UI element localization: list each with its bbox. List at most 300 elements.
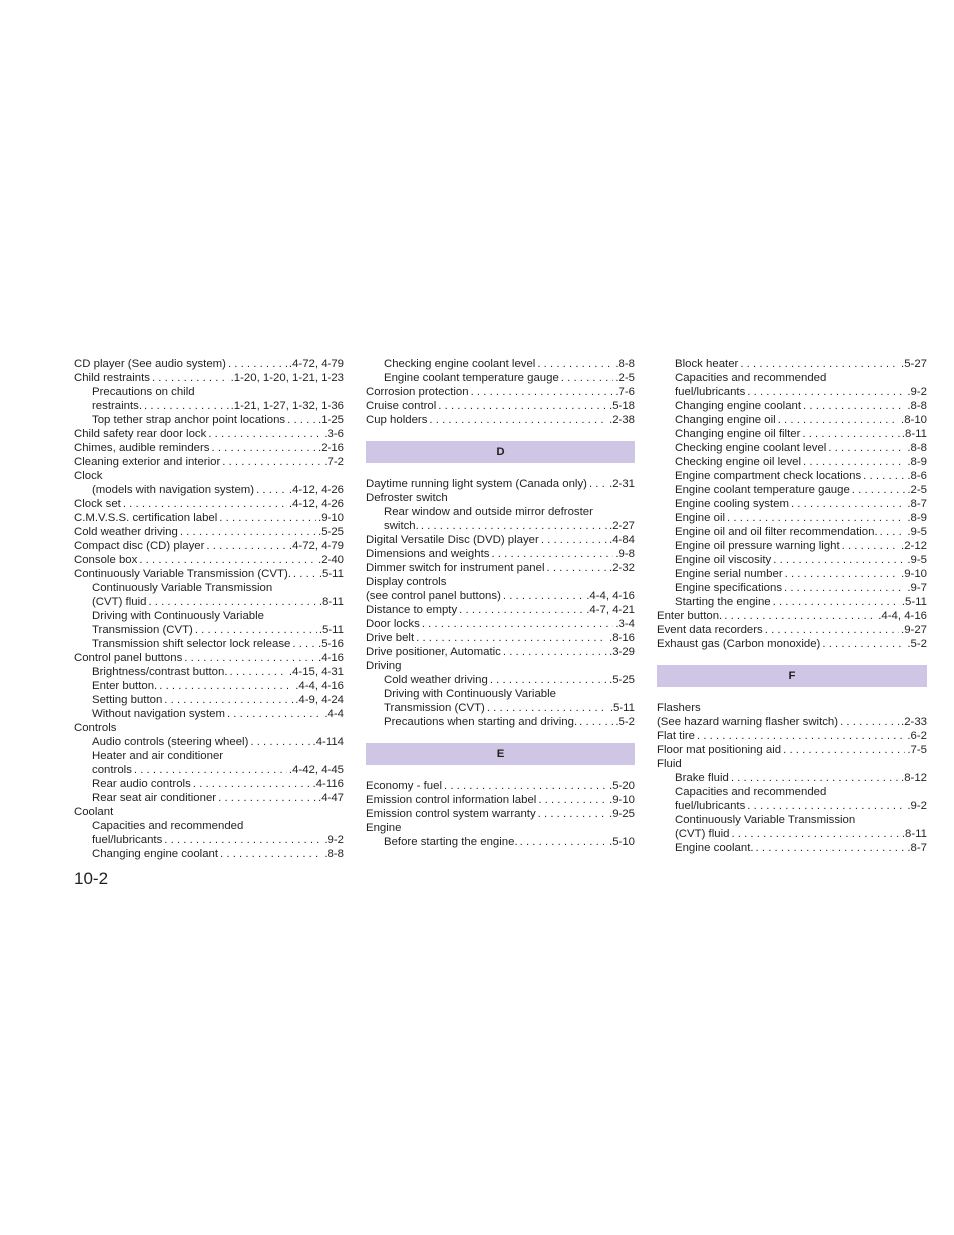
- entry-text: Changing engine coolant: [92, 848, 219, 860]
- dot-leader: [789, 497, 905, 511]
- dot-leader: [254, 483, 287, 497]
- index-entry: [657, 511, 927, 525]
- dot-leader: [285, 413, 316, 427]
- dot-leader: [414, 631, 607, 645]
- dot-leader: [204, 539, 287, 553]
- entry-text: (see control panel buttons): [366, 590, 501, 602]
- index-entry: [657, 567, 927, 581]
- entry-pages: .4-47: [318, 792, 344, 804]
- index-entry: [657, 785, 927, 799]
- index-entry: [657, 595, 927, 609]
- dot-leader: [228, 665, 287, 679]
- index-entry: [74, 791, 344, 805]
- index-entry: [657, 469, 927, 483]
- index-entry: [366, 491, 635, 505]
- entry-text: controls: [92, 764, 132, 776]
- dot-leader: [800, 427, 899, 441]
- dot-leader: [695, 729, 905, 743]
- index-entry: [657, 841, 927, 855]
- index-entry: [366, 399, 635, 413]
- entry-pages: .8-12: [901, 772, 927, 784]
- index-entry: [657, 729, 927, 743]
- index-entry: [657, 701, 927, 715]
- index-entry: [74, 777, 344, 791]
- entry-text: Child safety rear door lock: [74, 428, 207, 440]
- dot-leader: [729, 771, 899, 785]
- entry-text: Dimmer switch for instrument panel: [366, 562, 545, 574]
- entry-pages: .2-38: [609, 414, 635, 426]
- index-entry: [657, 771, 927, 785]
- entry-pages: .4-4, 4-16: [295, 680, 344, 692]
- entry-pages: .4-9, 4-24: [295, 694, 344, 706]
- entry-text: Flat tire: [657, 730, 695, 742]
- dot-leader: [535, 357, 613, 371]
- entry-text: Block heater: [675, 358, 739, 370]
- entry-text: Transmission shift selector lock release: [92, 638, 291, 650]
- dot-leader: [420, 617, 614, 631]
- entry-text: Compact disc (CD) player: [74, 540, 205, 552]
- entry-text: Without navigation system: [92, 708, 225, 720]
- index-entry: [74, 833, 344, 847]
- entry-pages: .5-10: [609, 836, 635, 848]
- entry-text: Continuously Variable Transmission: [675, 814, 856, 826]
- index-entry: [74, 721, 344, 735]
- dot-leader: [771, 553, 905, 567]
- entry-pages: .5-11: [901, 596, 927, 608]
- index-entry: [74, 455, 344, 469]
- index-entry: [657, 553, 927, 567]
- entry-pages: .6-2: [907, 730, 927, 742]
- index-entry: [366, 357, 635, 371]
- index-entry: [366, 779, 635, 793]
- entry-pages: .4-12, 4-26: [288, 498, 344, 510]
- index-entry: [74, 371, 344, 385]
- entry-pages: .8-11: [318, 596, 344, 608]
- entry-pages: .9-5: [907, 526, 927, 538]
- entry-text: Driving: [366, 660, 402, 672]
- entry-text: Transmission (CVT): [92, 624, 193, 636]
- dot-leader: [536, 793, 607, 807]
- index-entry: [366, 793, 635, 807]
- entry-pages: .5-16: [318, 638, 344, 650]
- index-entry: [366, 835, 635, 849]
- entry-text: Driving with Continuously Variable: [92, 610, 264, 622]
- dot-leader: [182, 651, 316, 665]
- entry-pages: .4-42, 4-45: [288, 764, 344, 776]
- section-header: D: [366, 441, 635, 463]
- entry-pages: .9-8: [615, 548, 635, 560]
- index-entry: [366, 631, 635, 645]
- entry-pages: .4-114: [312, 736, 344, 748]
- dot-leader: [745, 385, 905, 399]
- dot-leader: [157, 679, 293, 693]
- index-entry: [74, 413, 344, 427]
- index-entry: [366, 687, 635, 701]
- entry-pages: .4-15, 4-31: [288, 666, 344, 678]
- entry-pages: .5-11: [609, 702, 635, 714]
- entry-pages: .5-25: [609, 674, 635, 686]
- index-column-2: [366, 357, 635, 849]
- spacer: [657, 651, 927, 665]
- dot-leader: [121, 497, 287, 511]
- dot-leader: [488, 673, 607, 687]
- entry-text: Engine oil and oil filter recommendation.: [675, 526, 878, 538]
- dot-leader: [587, 477, 607, 491]
- entry-text: Exhaust gas (Carbon monoxide): [657, 638, 821, 650]
- index-entry: [366, 589, 635, 603]
- entry-pages: .4-7, 4-21: [586, 604, 635, 616]
- dot-leader: [826, 441, 905, 455]
- entry-pages: .9-25: [609, 808, 635, 820]
- index-entry: [74, 847, 344, 861]
- dot-leader: [218, 847, 322, 861]
- entry-pages: .9-7: [907, 582, 927, 594]
- entry-pages: .8-9: [907, 512, 927, 524]
- index-entry: [74, 385, 344, 399]
- dot-leader: [801, 399, 905, 413]
- entry-pages: .8-7: [907, 498, 927, 510]
- entry-pages: .2-40: [318, 554, 344, 566]
- entry-text: Cruise control: [366, 400, 437, 412]
- index-entry: [657, 539, 927, 553]
- entry-text: switch.: [384, 520, 419, 532]
- dot-leader: [419, 519, 607, 533]
- index-entry: [366, 645, 635, 659]
- entry-pages: .1-20, 1-20, 1-21, 1-23: [230, 372, 344, 384]
- entry-text: CD player (See audio system): [74, 358, 226, 370]
- index-entry: [657, 427, 927, 441]
- index-entry: [366, 673, 635, 687]
- dot-leader: [577, 715, 613, 729]
- entry-pages: .5-11: [318, 568, 344, 580]
- index-entry: [366, 603, 635, 617]
- entry-text: Engine coolant.: [675, 842, 754, 854]
- index-entry: [74, 637, 344, 651]
- entry-pages: .8-10: [901, 414, 927, 426]
- dot-leader: [162, 693, 293, 707]
- entry-pages: .2-33: [901, 716, 927, 728]
- index-entry: [74, 651, 344, 665]
- entry-pages: .9-10: [609, 794, 635, 806]
- entry-text: (See hazard warning flasher switch): [657, 716, 839, 728]
- index-entry: [74, 693, 344, 707]
- dot-leader: [217, 511, 316, 525]
- entry-text: (CVT) fluid: [92, 596, 147, 608]
- entry-pages: .2-5: [907, 484, 927, 496]
- index-entry: [74, 609, 344, 623]
- dot-leader: [290, 637, 316, 651]
- index-entry: [366, 701, 635, 715]
- dot-leader: [146, 595, 316, 609]
- index-entry: [74, 665, 344, 679]
- dot-leader: [771, 595, 900, 609]
- dot-leader: [763, 623, 899, 637]
- dot-leader: [469, 385, 614, 399]
- index-entry: [657, 813, 927, 827]
- dot-leader: [840, 539, 899, 553]
- entry-text: Checking engine coolant level: [675, 442, 827, 454]
- entry-text: Cold weather driving: [384, 674, 488, 686]
- dot-leader: [878, 525, 906, 539]
- entry-text: Setting button: [92, 694, 163, 706]
- entry-pages: .2-5: [615, 372, 635, 384]
- dot-leader: [801, 455, 905, 469]
- entry-text: Daytime running light system (Canada only): [366, 478, 587, 490]
- entry-text: Flashers: [657, 702, 701, 714]
- index-entry: [657, 483, 927, 497]
- entry-text: Checking engine oil level: [675, 456, 802, 468]
- dot-leader: [442, 779, 607, 793]
- entry-pages: .9-5: [907, 554, 927, 566]
- dot-leader: [150, 371, 229, 385]
- entry-text: Dimensions and weights: [366, 548, 490, 560]
- dot-leader: [162, 833, 322, 847]
- dot-leader: [485, 701, 608, 715]
- entry-pages: .4-4, 4-16: [878, 610, 927, 622]
- entry-pages: .5-11: [318, 624, 344, 636]
- entry-pages: .5-2: [907, 638, 927, 650]
- entry-pages: .4-4, 4-16: [586, 590, 635, 602]
- dot-leader: [489, 547, 613, 561]
- entry-pages: .8-7: [907, 842, 927, 854]
- index-column-1: [74, 357, 344, 861]
- entry-text: Engine coolant temperature gauge: [384, 372, 559, 384]
- entry-text: Checking engine coolant level: [384, 358, 536, 370]
- dot-leader: [132, 763, 287, 777]
- index-entry: [657, 799, 927, 813]
- entry-pages: .7-5: [907, 744, 927, 756]
- entry-text: Engine compartment check locations: [675, 470, 862, 482]
- dot-leader: [820, 637, 905, 651]
- entry-pages: .5-25: [318, 526, 344, 538]
- index-entry: [366, 519, 635, 533]
- entry-text: restraints.: [92, 400, 143, 412]
- index-entry: [74, 749, 344, 763]
- entry-text: Engine: [366, 822, 402, 834]
- index-entry: [74, 679, 344, 693]
- index-entry: [74, 595, 344, 609]
- index-entry: [366, 715, 635, 729]
- entry-text: fuel/lubricants: [92, 834, 163, 846]
- dot-leader: [783, 567, 899, 581]
- entry-text: Coolant: [74, 806, 114, 818]
- dot-leader: [436, 399, 607, 413]
- dot-leader: [738, 357, 899, 371]
- entry-text: Enter button.: [657, 610, 723, 622]
- entry-pages: .4-72, 4-79: [288, 358, 344, 370]
- dot-leader: [457, 603, 584, 617]
- entry-text: Economy - fuel: [366, 780, 442, 792]
- dot-leader: [206, 427, 322, 441]
- index-entry: [74, 399, 344, 413]
- dot-leader: [838, 715, 899, 729]
- entry-pages: .9-10: [318, 512, 344, 524]
- index-entry: [657, 441, 927, 455]
- index-entry: [74, 553, 344, 567]
- entry-pages: .8-8: [907, 400, 927, 412]
- index-entry: [366, 807, 635, 821]
- entry-pages: .3-4: [615, 618, 635, 630]
- dot-leader: [193, 623, 317, 637]
- dot-leader: [729, 827, 899, 841]
- entry-text: Engine cooling system: [675, 498, 789, 510]
- index-entry: [657, 827, 927, 841]
- dot-leader: [427, 413, 607, 427]
- index-entry: [74, 441, 344, 455]
- spacer: [366, 729, 635, 743]
- section-header: F: [657, 665, 927, 687]
- entry-text: Cold weather driving: [74, 526, 178, 538]
- entry-text: Clock set: [74, 498, 121, 510]
- entry-text: Fluid: [657, 758, 682, 770]
- index-entry: [657, 715, 927, 729]
- entry-pages: .9-2: [907, 800, 927, 812]
- entry-text: Rear audio controls: [92, 778, 191, 790]
- entry-text: Before starting the engine.: [384, 836, 518, 848]
- index-entry: [74, 511, 344, 525]
- entry-text: (models with navigation system): [92, 484, 255, 496]
- entry-text: Changing engine coolant: [675, 400, 802, 412]
- index-entry: [366, 821, 635, 835]
- dot-leader: [536, 807, 607, 821]
- entry-text: Door locks: [366, 618, 420, 630]
- entry-text: Enter button.: [92, 680, 158, 692]
- entry-pages: .2-32: [609, 562, 635, 574]
- dot-leader: [518, 835, 607, 849]
- index-entry: [74, 525, 344, 539]
- entry-pages: .9-2: [324, 834, 344, 846]
- index-entry: [657, 609, 927, 623]
- dot-leader: [539, 533, 607, 547]
- index-entry: [657, 399, 927, 413]
- entry-text: (CVT) fluid: [675, 828, 730, 840]
- entry-text: Corrosion protection: [366, 386, 469, 398]
- entry-pages: .8-11: [901, 428, 927, 440]
- entry-pages: .5-2: [615, 716, 635, 728]
- dot-leader: [225, 707, 322, 721]
- entry-text: Clock: [74, 470, 103, 482]
- entry-text: Audio controls (steering wheel): [92, 736, 249, 748]
- entry-pages: .4-116: [312, 778, 344, 790]
- entry-text: Controls: [74, 722, 117, 734]
- index-entry: [74, 707, 344, 721]
- index-entry: [366, 477, 635, 491]
- entry-pages: .8-8: [324, 848, 344, 860]
- entry-pages: .7-2: [324, 456, 344, 468]
- entry-text: Defroster switch: [366, 492, 448, 504]
- index-entry: [74, 497, 344, 511]
- dot-leader: [782, 581, 905, 595]
- entry-text: Continuously Variable Transmission (CVT).: [74, 568, 291, 580]
- dot-leader: [142, 399, 229, 413]
- entry-text: Driving with Continuously Variable: [384, 688, 556, 700]
- entry-text: Engine oil pressure warning light: [675, 540, 840, 552]
- entry-text: Digital Versatile Disc (DVD) player: [366, 534, 539, 546]
- dot-leader: [850, 483, 906, 497]
- entry-pages: .4-16: [318, 652, 344, 664]
- entry-text: Drive positioner, Automatic: [366, 646, 501, 658]
- entry-pages: .4-72, 4-79: [288, 540, 344, 552]
- index-entry: [74, 539, 344, 553]
- dot-leader: [209, 441, 316, 455]
- entry-pages: .1-25: [318, 414, 344, 426]
- entry-text: Capacities and recommended: [675, 786, 827, 798]
- entry-pages: .5-27: [901, 358, 927, 370]
- entry-pages: .2-12: [901, 540, 927, 552]
- entry-pages: .8-8: [907, 442, 927, 454]
- index-entry: [74, 567, 344, 581]
- entry-pages: .4-4: [324, 708, 344, 720]
- index-entry: [657, 623, 927, 637]
- dot-leader: [291, 567, 317, 581]
- entry-pages: .2-16: [318, 442, 344, 454]
- entry-pages: .4-84: [609, 534, 635, 546]
- entry-text: Child restraints: [74, 372, 150, 384]
- entry-text: Emission control system warranty: [366, 808, 536, 820]
- index-entry: [74, 483, 344, 497]
- dot-leader: [725, 511, 905, 525]
- entry-text: Rear seat air conditioner: [92, 792, 217, 804]
- entry-pages: .1-21, 1-27, 1-32, 1-36: [230, 400, 344, 412]
- entry-pages: .8-16: [609, 632, 635, 644]
- index-entry: [657, 455, 927, 469]
- index-entry: [74, 623, 344, 637]
- entry-text: Control panel buttons: [74, 652, 183, 664]
- dot-leader: [137, 553, 316, 567]
- spacer: [657, 687, 927, 701]
- index-entry: [657, 371, 927, 385]
- entry-pages: .7-6: [615, 386, 635, 398]
- index-entry: [366, 617, 635, 631]
- page-number: 10-2: [74, 869, 109, 888]
- entry-text: Rear window and outside mirror defroster: [384, 506, 593, 518]
- entry-text: Engine coolant temperature gauge: [675, 484, 850, 496]
- entry-text: Changing engine oil: [675, 414, 776, 426]
- entry-pages: .5-20: [609, 780, 635, 792]
- entry-pages: .2-27: [609, 520, 635, 532]
- entry-pages: .8-11: [901, 828, 927, 840]
- entry-text: Continuously Variable Transmission: [92, 582, 273, 594]
- index-entry: [366, 505, 635, 519]
- entry-text: Brake fluid: [675, 772, 729, 784]
- index-entry: [366, 533, 635, 547]
- index-entry: [657, 357, 927, 371]
- entry-pages: .2-31: [609, 478, 635, 490]
- entry-text: Engine serial number: [675, 568, 783, 580]
- entry-text: Drive belt: [366, 632, 415, 644]
- index-entry: [366, 385, 635, 399]
- index-entry: [657, 525, 927, 539]
- dot-leader: [559, 371, 614, 385]
- index-entry: [74, 469, 344, 483]
- index-entry: [74, 805, 344, 819]
- entry-pages: .8-9: [907, 456, 927, 468]
- dot-leader: [745, 799, 905, 813]
- spacer: [366, 765, 635, 779]
- entry-text: Starting the engine: [675, 596, 771, 608]
- index-entry: [74, 819, 344, 833]
- entry-text: C.M.V.S.S. certification label: [74, 512, 218, 524]
- dot-leader: [226, 357, 287, 371]
- index-entry: [74, 357, 344, 371]
- dot-leader: [722, 609, 876, 623]
- dot-leader: [501, 589, 584, 603]
- entry-text: Engine oil: [675, 512, 726, 524]
- index-entry: [657, 637, 927, 651]
- dot-leader: [178, 525, 316, 539]
- index-entry: [366, 371, 635, 385]
- dot-leader: [754, 841, 906, 855]
